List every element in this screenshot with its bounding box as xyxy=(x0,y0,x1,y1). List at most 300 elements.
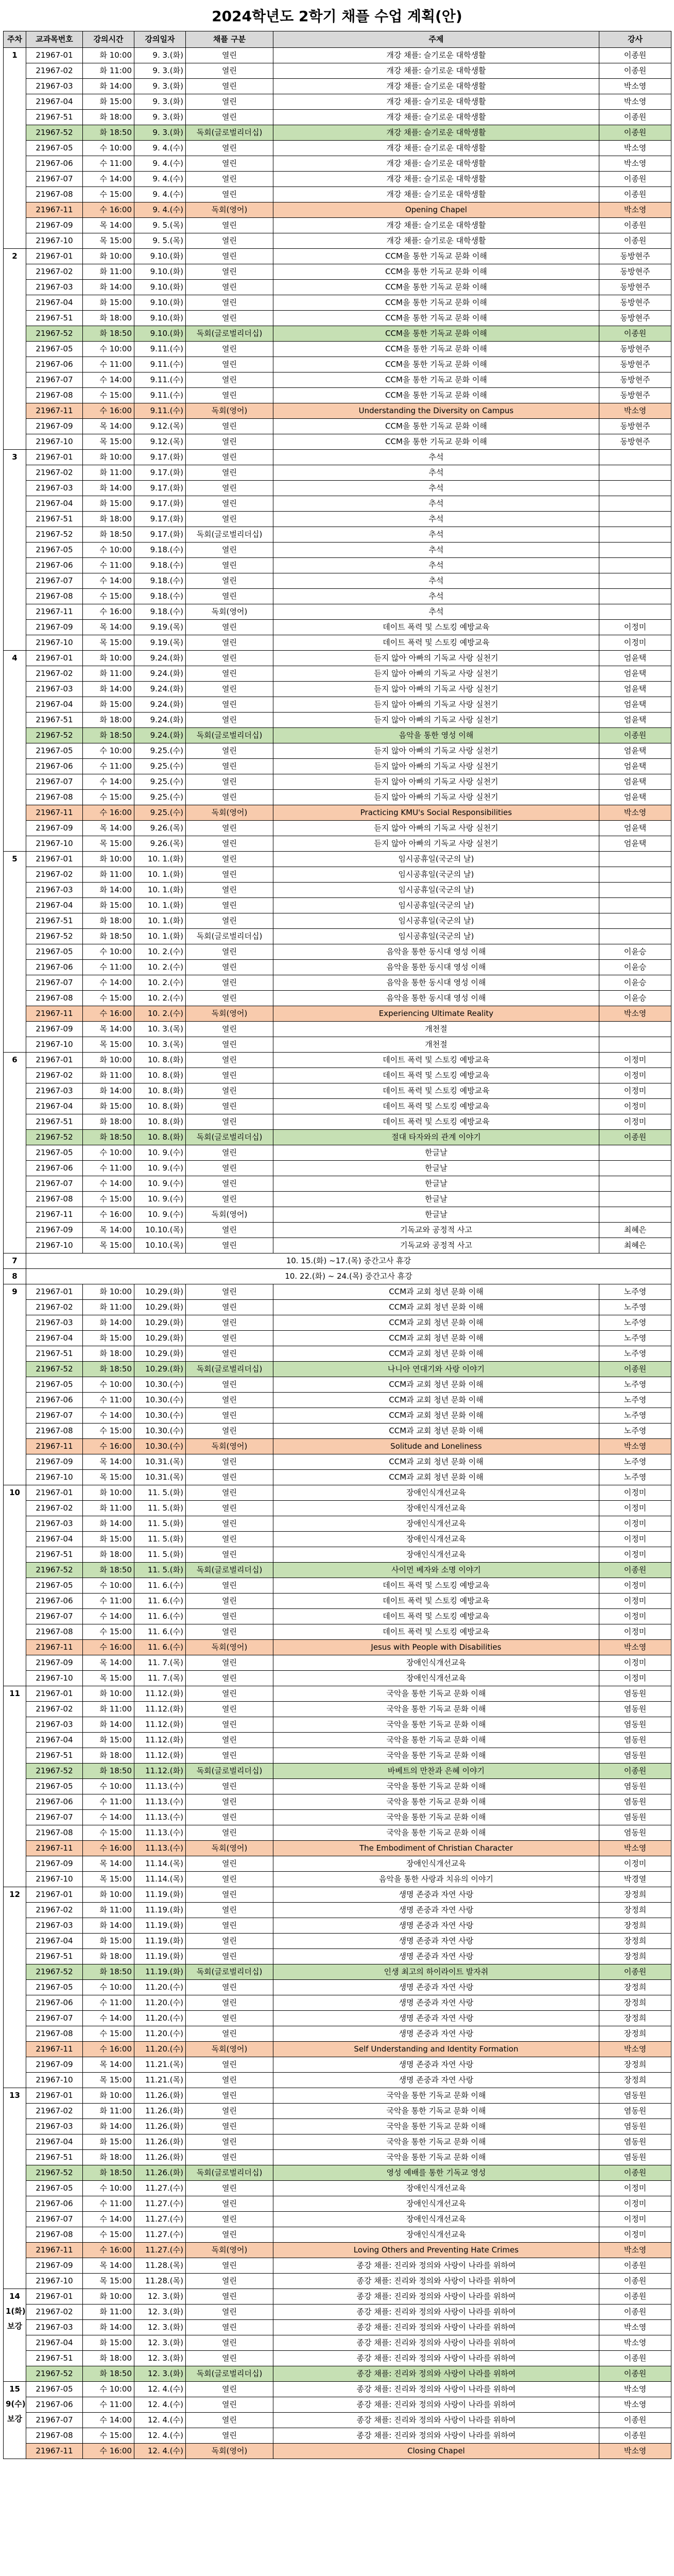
chapel-type-cell: 열린 xyxy=(186,2227,273,2243)
table-row xyxy=(4,63,671,79)
instructor-cell: 장정희 xyxy=(599,1949,671,1964)
topic-cell: 데이트 폭력 및 스토킹 예방교육 xyxy=(273,1083,599,1099)
class-time-cell: 화 11:00 xyxy=(83,666,134,682)
instructor-cell: 이종원 xyxy=(599,2413,671,2428)
instructor-cell: 동방현주 xyxy=(599,372,671,388)
class-date-cell: 10. 3.(목) xyxy=(134,1022,186,1037)
topic-cell: 생명 존중과 자연 사랑 xyxy=(273,2073,599,2088)
class-time-cell: 화 18:50 xyxy=(83,1563,134,1578)
class-time-cell: 수 16:00 xyxy=(83,2444,134,2459)
course-code-cell: 21967-07 xyxy=(26,1408,83,1423)
class-date-cell: 9.24.(화) xyxy=(134,697,186,713)
topic-cell: 추석 xyxy=(273,496,599,512)
course-code-cell: 21967-01 xyxy=(26,1284,83,1300)
table-row xyxy=(4,233,671,249)
table-row xyxy=(4,2320,671,2335)
instructor-cell: 장정희 xyxy=(599,1887,671,1903)
chapel-type-cell: 열린 xyxy=(186,2428,273,2444)
chapel-type-cell: 열린 xyxy=(186,1176,273,1192)
table-row xyxy=(4,1624,671,1640)
chapel-type-cell: 열린 xyxy=(186,1717,273,1733)
chapel-type-cell: 열린 xyxy=(186,1315,273,1331)
topic-cell: 데이트 폭력 및 스토킹 예방교육 xyxy=(273,1609,599,1624)
table-row xyxy=(4,1841,671,1856)
class-time-cell: 수 15:00 xyxy=(83,187,134,202)
instructor-cell: 이정미 xyxy=(599,1609,671,1624)
class-time-cell: 화 11:00 xyxy=(83,1501,134,1516)
instructor-cell: 이정미 xyxy=(599,2212,671,2227)
chapel-type-cell: 열린 xyxy=(186,1671,273,1686)
instructor-cell: 노주영 xyxy=(599,1423,671,1439)
instructor-cell: 이종원 xyxy=(599,63,671,79)
topic-cell: CCM과 교회 청년 문화 이해 xyxy=(273,1408,599,1423)
topic-cell: 국악을 통한 기독교 문화 이해 xyxy=(273,1686,599,1702)
chapel-type-cell: 열린 xyxy=(186,2057,273,2073)
class-date-cell: 10. 1.(화) xyxy=(134,898,186,913)
instructor-cell: 이종원 xyxy=(599,728,671,743)
topic-cell: Loving Others and Preventing Hate Crimes xyxy=(273,2243,599,2258)
class-date-cell: 11.19.(화) xyxy=(134,1949,186,1964)
topic-cell: 기독교와 공정적 사고 xyxy=(273,1238,599,1253)
class-date-cell: 11.13.(수) xyxy=(134,1825,186,1841)
class-date-cell: 9.17.(화) xyxy=(134,527,186,543)
class-time-cell: 수 14:00 xyxy=(83,2212,134,2227)
table-row xyxy=(4,372,671,388)
chapel-type-cell: 열린 xyxy=(186,2382,273,2397)
class-time-cell: 수 15:00 xyxy=(83,2428,134,2444)
instructor-cell: 염동원 xyxy=(599,1733,671,1748)
course-code-cell: 21967-06 xyxy=(26,1594,83,1609)
class-time-cell: 수 14:00 xyxy=(83,774,134,790)
table-row xyxy=(4,1794,671,1810)
topic-cell: 추석 xyxy=(273,527,599,543)
course-code-cell: 21967-10 xyxy=(26,1872,83,1887)
topic-cell: 개천절 xyxy=(273,1037,599,1053)
chapel-type-cell: 열린 xyxy=(186,1655,273,1671)
chapel-type-cell: 독회(영어) xyxy=(186,1439,273,1454)
class-time-cell: 화 18:00 xyxy=(83,2351,134,2366)
topic-cell: 음악을 통한 동시대 영성 이해 xyxy=(273,975,599,991)
course-code-cell: 21967-01 xyxy=(26,1686,83,1702)
instructor-cell xyxy=(599,883,671,898)
chapel-type-cell: 열린 xyxy=(186,1300,273,1315)
course-code-cell: 21967-02 xyxy=(26,867,83,883)
course-code-cell: 21967-04 xyxy=(26,295,83,311)
class-date-cell: 12. 4.(수) xyxy=(134,2444,186,2459)
class-time-cell: 목 15:00 xyxy=(83,233,134,249)
class-date-cell: 9.11.(수) xyxy=(134,342,186,357)
course-code-cell: 21967-51 xyxy=(26,2150,83,2165)
course-code-cell: 21967-01 xyxy=(26,1887,83,1903)
topic-cell: 개강 채플: 슬기로운 대학생활 xyxy=(273,156,599,172)
class-time-cell: 수 16:00 xyxy=(83,202,134,218)
chapel-type-cell: 열린 xyxy=(186,2212,273,2227)
class-time-cell: 화 18:50 xyxy=(83,125,134,141)
class-date-cell: 10. 1.(화) xyxy=(134,867,186,883)
instructor-cell: 동방현주 xyxy=(599,264,671,280)
topic-cell: 음악을 통한 동시대 영성 이해 xyxy=(273,991,599,1006)
instructor-cell: 이윤승 xyxy=(599,944,671,960)
table-row xyxy=(4,1717,671,1733)
class-time-cell: 수 10:00 xyxy=(83,1145,134,1161)
class-time-cell: 수 11:00 xyxy=(83,960,134,975)
table-row xyxy=(4,1099,671,1114)
course-code-cell: 21967-11 xyxy=(26,403,83,419)
course-code-cell: 21967-04 xyxy=(26,2335,83,2351)
table-row xyxy=(4,2150,671,2165)
chapel-type-cell: 독회(영어) xyxy=(186,2444,273,2459)
class-date-cell: 9. 5.(목) xyxy=(134,218,186,233)
class-date-cell: 12. 4.(수) xyxy=(134,2382,186,2397)
course-code-cell: 21967-05 xyxy=(26,543,83,558)
course-code-cell: 21967-11 xyxy=(26,1439,83,1454)
chapel-type-cell: 열린 xyxy=(186,311,273,326)
chapel-type-cell: 열린 xyxy=(186,852,273,867)
class-date-cell: 9.17.(화) xyxy=(134,481,186,496)
class-date-cell: 11. 5.(화) xyxy=(134,1547,186,1563)
class-date-cell: 12. 3.(화) xyxy=(134,2351,186,2366)
topic-cell: 국악을 통한 기독교 문화 이해 xyxy=(273,1794,599,1810)
class-time-cell: 목 14:00 xyxy=(83,2258,134,2274)
week-number-cell: 11 xyxy=(4,1686,26,1887)
class-time-cell: 수 11:00 xyxy=(83,1794,134,1810)
class-date-cell: 11.21.(목) xyxy=(134,2057,186,2073)
class-date-cell: 9. 3.(화) xyxy=(134,79,186,94)
table-row xyxy=(4,1006,671,1022)
course-code-cell: 21967-04 xyxy=(26,496,83,512)
instructor-cell: 엄윤택 xyxy=(599,836,671,852)
class-date-cell: 11. 5.(화) xyxy=(134,1516,186,1532)
chapel-type-cell: 열린 xyxy=(186,1733,273,1748)
class-time-cell: 수 11:00 xyxy=(83,156,134,172)
course-code-cell: 21967-03 xyxy=(26,1918,83,1934)
instructor-cell: 염동원 xyxy=(599,1748,671,1764)
class-date-cell: 11.19.(화) xyxy=(134,1903,186,1918)
class-time-cell: 수 10:00 xyxy=(83,342,134,357)
course-code-cell: 21967-02 xyxy=(26,1702,83,1717)
class-time-cell: 화 14:00 xyxy=(83,883,134,898)
class-time-cell: 목 14:00 xyxy=(83,1022,134,1037)
topic-cell: CCM과 교회 청년 문화 이해 xyxy=(273,1346,599,1362)
table-row xyxy=(4,1393,671,1408)
instructor-cell: 이정미 xyxy=(599,1856,671,1872)
class-date-cell: 11.12.(화) xyxy=(134,1733,186,1748)
topic-cell: 개강 채플: 슬기로운 대학생활 xyxy=(273,218,599,233)
topic-cell: 국악을 통한 기독교 문화 이해 xyxy=(273,1810,599,1825)
instructor-cell: 이종원 xyxy=(599,2428,671,2444)
table-row xyxy=(4,2165,671,2181)
course-code-cell: 21967-02 xyxy=(26,1501,83,1516)
chapel-type-cell: 열린 xyxy=(186,1825,273,1841)
topic-cell: 장애인식개선교육 xyxy=(273,2212,599,2227)
chapel-type-cell: 열린 xyxy=(186,836,273,852)
topic-cell: 국악을 통한 기독교 문화 이해 xyxy=(273,1779,599,1794)
chapel-type-cell: 독회(영어) xyxy=(186,2042,273,2057)
table-row xyxy=(4,1810,671,1825)
instructor-cell: 노주영 xyxy=(599,1408,671,1423)
chapel-type-cell: 열린 xyxy=(186,2335,273,2351)
course-code-cell: 21967-01 xyxy=(26,852,83,867)
topic-cell: 추석 xyxy=(273,481,599,496)
topic-cell: 듣지 않아 아빠의 기독교 사랑 실천기 xyxy=(273,821,599,836)
course-code-cell: 21967-03 xyxy=(26,481,83,496)
table-row xyxy=(4,403,671,419)
class-date-cell: 10.30.(수) xyxy=(134,1393,186,1408)
table-row xyxy=(4,867,671,883)
topic-cell: Closing Chapel xyxy=(273,2444,599,2459)
course-code-cell: 21967-05 xyxy=(26,743,83,759)
chapel-type-cell: 열린 xyxy=(186,1949,273,1964)
course-code-cell: 21967-08 xyxy=(26,1192,83,1207)
table-row xyxy=(4,1083,671,1099)
course-code-cell: 21967-05 xyxy=(26,141,83,156)
chapel-type-cell: 독회(영어) xyxy=(186,604,273,620)
class-date-cell: 10. 9.(수) xyxy=(134,1207,186,1223)
chapel-type-cell: 열린 xyxy=(186,543,273,558)
week-number-cell: 12 xyxy=(4,1887,26,2088)
class-time-cell: 화 11:00 xyxy=(83,465,134,481)
class-date-cell: 10. 1.(화) xyxy=(134,929,186,944)
instructor-cell: 장정희 xyxy=(599,1934,671,1949)
topic-cell: 데이트 폭력 및 스토킹 예방교육 xyxy=(273,1068,599,1083)
class-time-cell: 화 18:00 xyxy=(83,311,134,326)
class-time-cell: 화 14:00 xyxy=(83,481,134,496)
course-code-cell: 21967-05 xyxy=(26,944,83,960)
table-row xyxy=(4,2181,671,2196)
class-time-cell: 수 10:00 xyxy=(83,543,134,558)
table-row xyxy=(4,141,671,156)
class-date-cell: 9. 3.(화) xyxy=(134,63,186,79)
instructor-cell xyxy=(599,913,671,929)
table-row xyxy=(4,573,671,589)
instructor-cell: 염동원 xyxy=(599,1702,671,1717)
course-code-cell: 21967-51 xyxy=(26,1547,83,1563)
chapel-type-cell: 열린 xyxy=(186,883,273,898)
chapel-type-cell: 열린 xyxy=(186,651,273,666)
chapel-type-cell: 열린 xyxy=(186,48,273,63)
chapel-type-cell: 열린 xyxy=(186,1918,273,1934)
course-code-cell: 21967-03 xyxy=(26,1315,83,1331)
class-time-cell: 화 18:50 xyxy=(83,1964,134,1980)
table-row xyxy=(4,48,671,63)
instructor-cell: 이정미 xyxy=(599,1485,671,1501)
instructor-cell xyxy=(599,527,671,543)
chapel-type-cell: 열린 xyxy=(186,342,273,357)
topic-cell: 개강 채플: 슬기로운 대학생활 xyxy=(273,233,599,249)
chapel-type-cell: 열린 xyxy=(186,1377,273,1393)
topic-cell: 생명 존중과 자연 사랑 xyxy=(273,2026,599,2042)
table-row xyxy=(4,1238,671,1253)
instructor-cell: 노주영 xyxy=(599,1470,671,1485)
table-row xyxy=(4,172,671,187)
course-code-cell: 21967-07 xyxy=(26,2413,83,2428)
class-date-cell: 9.18.(수) xyxy=(134,604,186,620)
chapel-type-cell: 열린 xyxy=(186,1794,273,1810)
instructor-cell: 염동원 xyxy=(599,2088,671,2104)
class-date-cell: 11.26.(화) xyxy=(134,2150,186,2165)
chapel-type-cell: 열린 xyxy=(186,1053,273,1068)
course-code-cell: 21967-09 xyxy=(26,2057,83,2073)
course-code-cell: 21967-07 xyxy=(26,573,83,589)
table-row xyxy=(4,1547,671,1563)
instructor-cell: 노주영 xyxy=(599,1315,671,1331)
class-date-cell: 9.26.(목) xyxy=(134,821,186,836)
course-code-cell: 21967-06 xyxy=(26,759,83,774)
class-time-cell: 화 15:00 xyxy=(83,2335,134,2351)
course-code-cell: 21967-04 xyxy=(26,2134,83,2150)
course-code-cell: 21967-11 xyxy=(26,2444,83,2459)
topic-cell: 데이트 폭력 및 스토킹 예방교육 xyxy=(273,1578,599,1594)
instructor-cell: 이종원 xyxy=(599,218,671,233)
page-title: 2024학년도 2학기 채플 수업 계획(안) xyxy=(212,8,462,25)
chapel-type-cell: 열린 xyxy=(186,713,273,728)
table-row xyxy=(4,2351,671,2366)
class-date-cell: 11.20.(수) xyxy=(134,2011,186,2026)
topic-cell: CCM을 통한 기독교 문화 이해 xyxy=(273,434,599,450)
topic-cell: 음악을 통한 영성 이해 xyxy=(273,728,599,743)
course-code-cell: 21967-08 xyxy=(26,388,83,403)
class-date-cell: 9.17.(화) xyxy=(134,496,186,512)
chapel-type-cell: 열린 xyxy=(186,1393,273,1408)
topic-cell: 추석 xyxy=(273,558,599,573)
chapel-type-cell: 열린 xyxy=(186,2134,273,2150)
instructor-cell: 장정희 xyxy=(599,2057,671,2073)
week-number-cell: 2 xyxy=(4,249,26,450)
class-date-cell: 9.17.(화) xyxy=(134,450,186,465)
table-row xyxy=(4,1346,671,1362)
topic-cell: 종강 채플: 진리와 정의와 사랑이 나라를 위하여 xyxy=(273,2413,599,2428)
chapel-type-cell: 열린 xyxy=(186,1624,273,1640)
course-code-cell: 21967-02 xyxy=(26,63,83,79)
course-code-cell: 21967-09 xyxy=(26,2258,83,2274)
course-code-cell: 21967-02 xyxy=(26,2304,83,2320)
topic-cell: 임시공휴일(국군의 날) xyxy=(273,913,599,929)
chapel-type-cell: 독회(영어) xyxy=(186,1640,273,1655)
class-date-cell: 9.25.(수) xyxy=(134,790,186,805)
topic-cell: CCM과 교회 청년 문화 이해 xyxy=(273,1423,599,1439)
course-code-cell: 21967-07 xyxy=(26,1609,83,1624)
topic-cell: 생명 존중과 자연 사랑 xyxy=(273,1887,599,1903)
class-time-cell: 화 18:50 xyxy=(83,326,134,342)
chapel-type-cell: 열린 xyxy=(186,821,273,836)
class-date-cell: 10.29.(화) xyxy=(134,1315,186,1331)
chapel-type-cell: 열린 xyxy=(186,1980,273,1995)
table-row xyxy=(4,202,671,218)
class-time-cell: 목 15:00 xyxy=(83,635,134,651)
chapel-type-cell: 열린 xyxy=(186,1223,273,1238)
table-row xyxy=(4,94,671,110)
chapel-type-cell: 열린 xyxy=(186,1099,273,1114)
class-date-cell: 11. 5.(화) xyxy=(134,1485,186,1501)
class-time-cell: 화 15:00 xyxy=(83,496,134,512)
table-row xyxy=(4,1872,671,1887)
week-note-row xyxy=(4,1269,671,1284)
instructor-cell: 노주영 xyxy=(599,1393,671,1408)
class-date-cell: 10. 9.(수) xyxy=(134,1176,186,1192)
course-code-cell: 21967-08 xyxy=(26,790,83,805)
instructor-cell: 박소영 xyxy=(599,403,671,419)
course-code-cell: 21967-52 xyxy=(26,929,83,944)
table-row xyxy=(4,2119,671,2134)
chapel-type-cell: 독회(글로벌리더십) xyxy=(186,929,273,944)
instructor-cell xyxy=(599,1022,671,1037)
topic-cell: 임시공휴일(국군의 날) xyxy=(273,898,599,913)
class-time-cell: 수 15:00 xyxy=(83,589,134,604)
table-row xyxy=(4,527,671,543)
class-time-cell: 화 18:50 xyxy=(83,929,134,944)
topic-cell: 국악을 통한 기독교 문화 이해 xyxy=(273,1825,599,1841)
topic-cell: CCM을 통한 기독교 문화 이해 xyxy=(273,326,599,342)
instructor-cell: 이정미 xyxy=(599,1083,671,1099)
class-date-cell: 11.27.(수) xyxy=(134,2212,186,2227)
topic-cell: 장애인식개선교육 xyxy=(273,1532,599,1547)
topic-cell: 장애인식개선교육 xyxy=(273,1655,599,1671)
instructor-cell: 이종원 xyxy=(599,1964,671,1980)
class-time-cell: 수 15:00 xyxy=(83,2227,134,2243)
chapel-type-cell: 열린 xyxy=(186,2104,273,2119)
course-code-cell: 21967-02 xyxy=(26,1903,83,1918)
instructor-cell: 이종원 xyxy=(599,2274,671,2289)
table-row xyxy=(4,1655,671,1671)
class-time-cell: 수 11:00 xyxy=(83,1161,134,1176)
class-time-cell: 화 18:50 xyxy=(83,2165,134,2181)
table-row xyxy=(4,1733,671,1748)
topic-cell: 생명 존중과 자연 사랑 xyxy=(273,1949,599,1964)
instructor-cell: 박소영 xyxy=(599,1006,671,1022)
instructor-cell: 이종원 xyxy=(599,48,671,63)
class-date-cell: 11. 6.(수) xyxy=(134,1578,186,1594)
table-row xyxy=(4,1377,671,1393)
class-date-cell: 9.24.(화) xyxy=(134,651,186,666)
topic-cell: 국악을 통한 기독교 문화 이해 xyxy=(273,1748,599,1764)
class-date-cell: 11.27.(수) xyxy=(134,2243,186,2258)
class-date-cell: 9.11.(수) xyxy=(134,372,186,388)
course-code-cell: 21967-01 xyxy=(26,450,83,465)
class-time-cell: 목 14:00 xyxy=(83,1223,134,1238)
topic-cell: 데이트 폭력 및 스토킹 예방교육 xyxy=(273,1594,599,1609)
class-time-cell: 목 15:00 xyxy=(83,1470,134,1485)
class-time-cell: 목 14:00 xyxy=(83,218,134,233)
topic-cell: 한글날 xyxy=(273,1145,599,1161)
class-time-cell: 화 10:00 xyxy=(83,249,134,264)
table-row xyxy=(4,2289,671,2304)
week-number-cell: 4 xyxy=(4,651,26,852)
instructor-cell: 박소영 xyxy=(599,94,671,110)
chapel-type-cell: 독회(영어) xyxy=(186,805,273,821)
week-number-cell: 8 xyxy=(4,1269,26,1284)
class-time-cell: 화 18:00 xyxy=(83,1346,134,1362)
course-code-cell: 21967-08 xyxy=(26,589,83,604)
topic-cell: 생명 존중과 자연 사랑 xyxy=(273,1903,599,1918)
course-code-cell: 21967-07 xyxy=(26,172,83,187)
table-row xyxy=(4,821,671,836)
course-code-cell: 21967-03 xyxy=(26,2119,83,2134)
table-row xyxy=(4,1037,671,1053)
instructor-cell: 이윤승 xyxy=(599,991,671,1006)
course-code-cell: 21967-11 xyxy=(26,1640,83,1655)
chapel-type-cell: 열린 xyxy=(186,1995,273,2011)
chapel-type-cell: 열린 xyxy=(186,620,273,635)
course-code-cell: 21967-08 xyxy=(26,2428,83,2444)
topic-cell: 개강 채플: 슬기로운 대학생활 xyxy=(273,48,599,63)
class-date-cell: 9.18.(수) xyxy=(134,543,186,558)
class-time-cell: 목 15:00 xyxy=(83,2274,134,2289)
table-row xyxy=(4,2428,671,2444)
topic-cell: The Embodiment of Christian Character xyxy=(273,1841,599,1856)
table-row xyxy=(4,929,671,944)
instructor-cell: 장정희 xyxy=(599,1918,671,1934)
course-code-cell: 21967-10 xyxy=(26,836,83,852)
